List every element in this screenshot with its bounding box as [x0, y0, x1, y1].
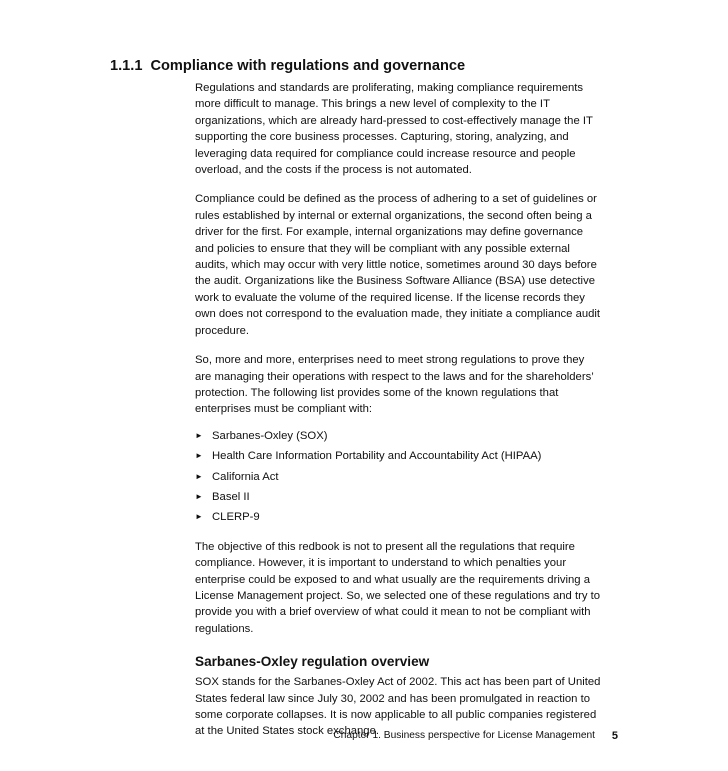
- triangle-bullet-icon: ►: [195, 430, 203, 440]
- intro-paragraph: Regulations and standards are proliferating, making compliance requirements more difficult to manage. This brings a new level of complexity to the IT organizations, which are already hard-pressed to cost-effectively manage the IT supporting the core business processes. Capturing, storing, analyzing, and leveraging data required for compliance could increase resource and people overload, and the costs if the process is not automated.: [195, 82, 593, 177]
- list-item-text: Basel II: [212, 490, 250, 503]
- objective-paragraph: The objective of this redbook is not to present all the regulations that require compliance. However, it is important to understand to which penalties your enterprise could be exposed to and what usually are the requirements driving a License Management project. So, we selected one of these regulations and try to provide you with a brief overview of what could it mean to not be compliant with regulations.: [195, 540, 601, 635]
- list-item: [195, 489, 623, 505]
- list-item-text: Sarbanes-Oxley (SOX): [212, 429, 328, 442]
- list-item-text: Health Care Information Portability and Accountability Act (HIPAA): [212, 450, 542, 463]
- footer-chapter-title: Chapter 1. Business perspective for License Management: [333, 730, 595, 741]
- section-title: Compliance with regulations and governance: [150, 58, 466, 74]
- triangle-bullet-icon: ►: [195, 491, 203, 501]
- page-number: 5: [611, 730, 618, 742]
- triangle-bullet-icon: ►: [195, 471, 203, 481]
- list-item: [195, 448, 623, 464]
- list-item-text: CLERP-9: [212, 511, 260, 524]
- section-number: 1.1.1: [110, 58, 143, 74]
- body-content: [195, 80, 623, 753]
- list-item: [195, 469, 623, 485]
- section-heading: [110, 56, 465, 76]
- sox-paragraph: SOX stands for the Sarbanes-Oxley Act of 2002. This act has been part of United States federal law since July 30, 2002 and has been promulgated in reaction to some corporate collapses. It is now applicable to all public companies registered at the United States stock exchange.: [195, 676, 601, 738]
- triangle-bullet-icon: ►: [195, 451, 203, 461]
- triangle-bullet-icon: ►: [195, 512, 203, 522]
- regulations-list: [195, 428, 623, 526]
- list-intro-paragraph: So, more and more, enterprises need to meet strong regulations to prove they are managing their operations with respect to the laws and for the shareholders’ protection. The following list provides some of the known regulations that enterprises must be compliant with:: [195, 354, 594, 416]
- page-footer: [0, 727, 728, 745]
- list-item: [195, 428, 623, 444]
- definition-paragraph: Compliance could be defined as the process of adhering to a set of guidelines or rules established by internal or external organizations, the second often being a driver for the first. For example, internal organizations may define governance and policies to ensure that they will be compliant with any possible external audits, which may occur with very little notice, sometimes around 30 days before the audit. Organizations like the Business Software Alliance (BSA) use detective work to evaluate the volume of the required license. If the license records they own does not correspond to the evaluation made, they initiate a compliance audit procedure.: [195, 193, 601, 337]
- list-item-text: California Act: [212, 470, 279, 483]
- list-item: [195, 509, 623, 525]
- sox-heading: Sarbanes-Oxley regulation overview: [195, 654, 430, 670]
